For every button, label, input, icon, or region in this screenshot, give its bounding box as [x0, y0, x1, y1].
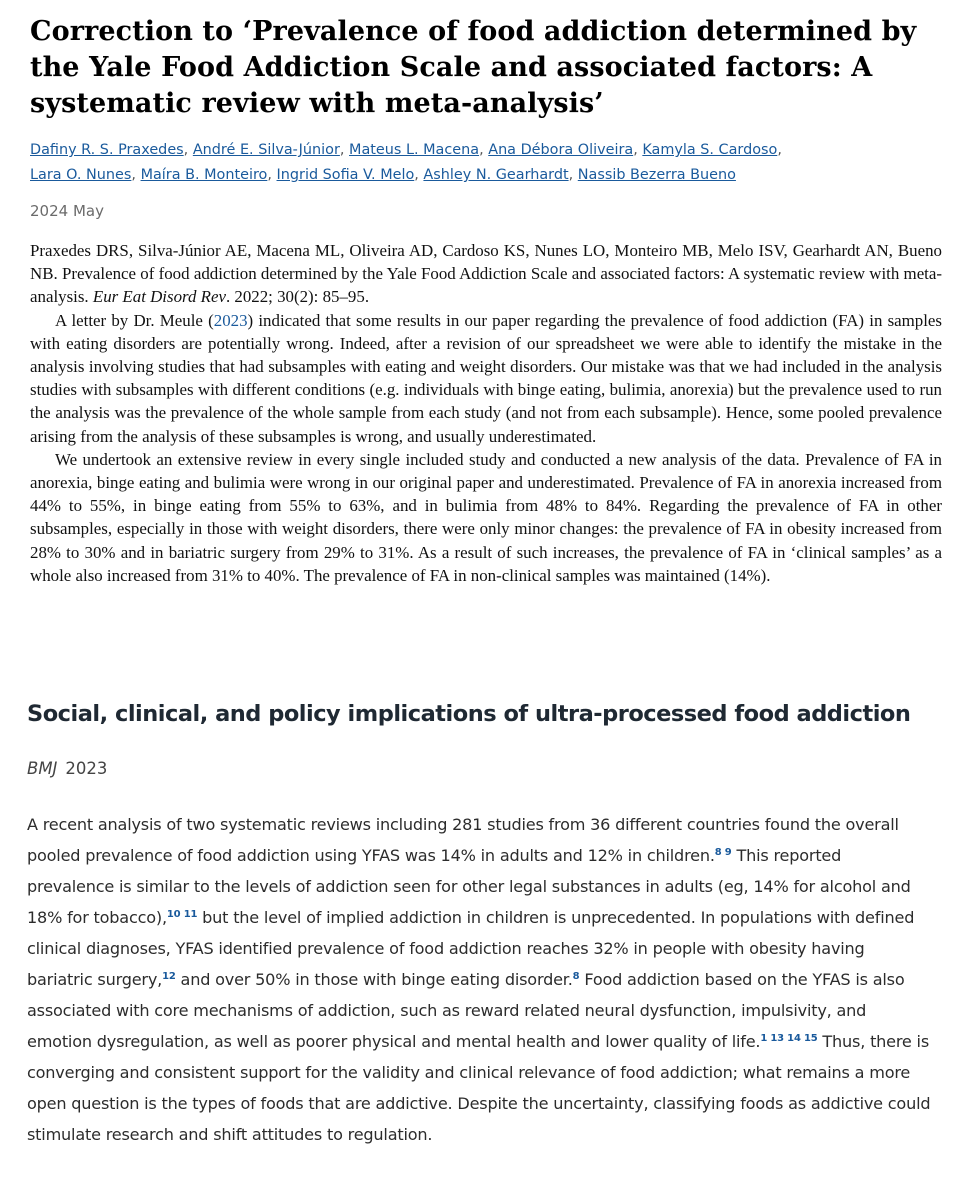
author-link[interactable]: Ingrid Sofia V. Melo [276, 167, 415, 183]
author-link[interactable]: André E. Silva-Júnior [192, 142, 340, 158]
citation-text: Praxedes DRS, Silva-Júnior AE, Macena ML, Oliveira AD, Cardoso KS, Nunes LO, Monteiro MB, Melo ISV, Gearhardt AN, Bueno NB. Prevalence of food addiction determined by the Yale Food Addiction Scale and associated factors: A systematic review with meta-analysis. [30, 241, 942, 307]
paragraph-text: Thus, there is converging and consistent support for the validity and clinical relevance of food addiction; what remains a more open question is the types of foods that are addictive. Despite the uncertainty, classifying foods as addictive could stimulate research and shift attitudes to regulation. [27, 1032, 931, 1144]
reference-superscript[interactable]: 1 13 14 15 [760, 1033, 818, 1044]
author-link[interactable]: Ashley N. Gearhardt [423, 167, 569, 183]
paragraph-text: but the level of implied addiction in children is unprecedented. In populations with defined clinical diagnoses, YFAS identified prevalence of food addiction reaches 32% in people with obesity having bariatric surgery, [27, 908, 915, 989]
author-list: Dafiny R. S. Praxedes, André E. Silva-Júnior, Mateus L. Macena, Ana Débora Oliveira, Kamyla S. Cardoso, Lara O. Nunes, Maíra B. Monteiro, Ingrid Sofia V. Melo, Ashley N. Gearhardt, Nassib Bezerra Bueno [30, 142, 782, 183]
reference-superscript[interactable]: 8 9 [714, 847, 732, 858]
bmj-article [27, 699, 939, 1150]
paragraph-text: A letter by Dr. Meule ( [55, 310, 214, 330]
correction-body [30, 239, 942, 587]
author-link[interactable]: Dafiny R. S. Praxedes [30, 142, 184, 158]
citation-paragraph [30, 239, 942, 309]
author-link[interactable]: Ana Débora Oliveira [488, 142, 634, 158]
paragraph-text: ) indicated that some results in our paper regarding the prevalence of food addiction (FA) in samples with eating disorders are potentially wrong. Indeed, after a revision of our spreadsheet we were able to identify the mistake in the analysis involving studies that had subsamples with eating and weight disorders. Our mistake was that we had included in the analysis studies with subsamples with different conditions (e.g. individuals with binge eating, bulimia, anorexia) but the prevalence used to run the analysis was the prevalence of the whole sample from each study (and not from each subsample). Hence, some pooled prevalence arising from the analysis of these subsamples is wrong, and usually underestimated. [30, 310, 942, 446]
author-link[interactable]: Lara O. Nunes [30, 167, 132, 183]
correction-paragraph-1 [30, 309, 942, 448]
correction-paragraph-2: We undertook an extensive review in every single included study and conducted a new analysis of the data. Prevalence of FA in anorexia, binge eating and bulimia were wrong in our original paper and underestimated. Prevalence of FA in anorexia increased from 44% to 55%, in binge eating from 55% to 63%, and in bulimia from 48% to 84%. Regarding the prevalence of FA in other subsamples, especially in those with weight disorders, there were only minor changes: the prevalence of FA in obesity increased from 28% to 30% and in bariatric surgery from 29% to 31%. As a result of such increases, the prevalence of FA in ‘clinical samples’ as a whole also increased from 31% to 40%. The prevalence of FA in non-clinical samples was maintained (14%). [30, 449, 942, 585]
paragraph-text: This reported prevalence is similar to the levels of addiction seen for other legal substances in adults (eg, 14% for alcohol and 18% for tobacco), [27, 846, 911, 927]
author-link[interactable]: Nassib Bezerra Bueno [577, 167, 736, 183]
reference-superscript[interactable]: 10 11 [166, 909, 198, 920]
paragraph-text: and over 50% in those with binge eating disorder. [175, 970, 573, 989]
bmj-title: Social, clinical, and policy implications of ultra-processed food addiction [27, 701, 911, 727]
citation-journal: Eur Eat Disord Rev [92, 287, 226, 307]
paragraph-text: A recent analysis of two systematic reviews including 281 studies from 36 different countries found the overall pooled prevalence of food addiction using YFAS was 14% in adults and 12% in children. [27, 815, 899, 865]
citation-volume: . 2022; 30(2): 85–95. [225, 287, 370, 307]
bmj-body [27, 809, 932, 1150]
reference-superscript[interactable]: 12 [162, 971, 176, 982]
correction-article [30, 14, 942, 587]
journal-name: BMJ [27, 759, 58, 778]
author-link[interactable]: Maíra B. Monteiro [140, 167, 268, 183]
paragraph-text: Food addiction based on the YFAS is also associated with core mechanisms of addiction, such as reward related neural dysfunction, impulsivity, and emotion dysregulation, as well as poorer physical and mental health and lower quality of life. [27, 970, 905, 1051]
reference-link-meule[interactable]: 2023 [213, 310, 248, 330]
bmj-paragraph [27, 809, 932, 1150]
publication-year: 2023 [65, 759, 108, 778]
correction-title: Correction to ‘Prevalence of food addiction determined by the Yale Food Addiction Scale and associated factors: A systematic review with meta-analysis’ [30, 16, 917, 119]
reference-superscript[interactable]: 8 [572, 971, 580, 982]
author-link[interactable]: Kamyla S. Cardoso [642, 142, 778, 158]
article-source [27, 759, 939, 778]
publication-date: 2024 May [30, 202, 104, 220]
author-link[interactable]: Mateus L. Macena [349, 142, 480, 158]
